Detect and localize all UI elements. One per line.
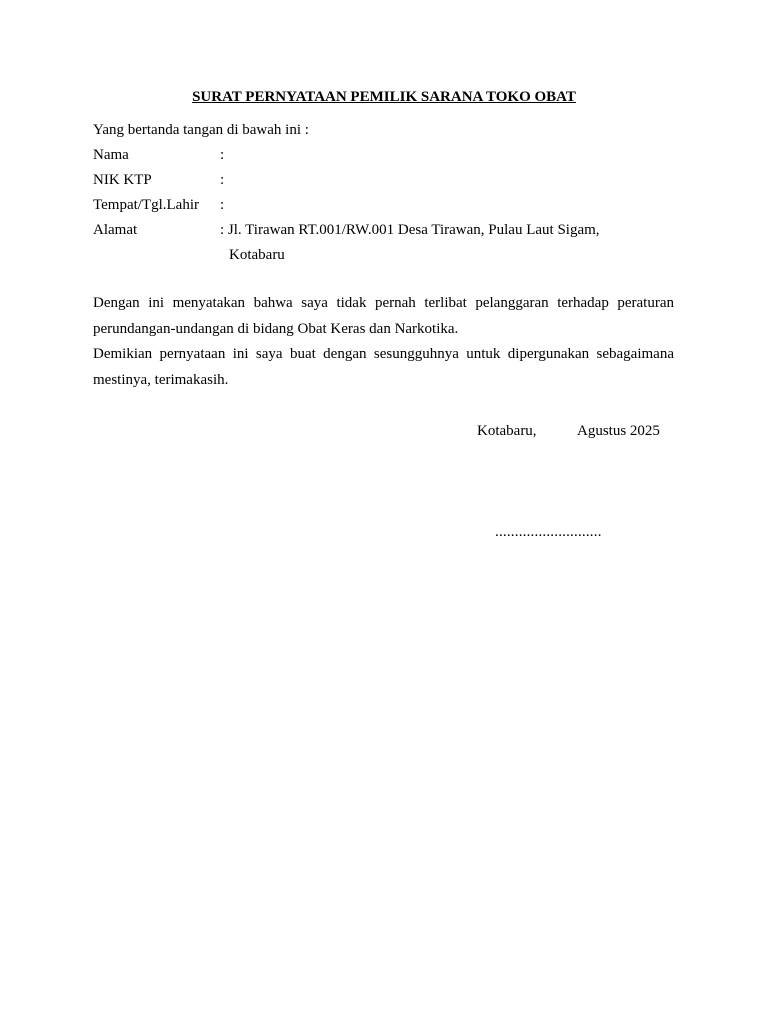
signature-placeholder: ........................... bbox=[495, 524, 602, 540]
field-label-nama: Nama bbox=[93, 147, 129, 163]
field-value-alamat-cont: Kotabaru bbox=[229, 247, 285, 263]
field-colon-nik bbox=[220, 171, 224, 189]
field-colon: : bbox=[220, 197, 225, 213]
field-colon-nama bbox=[220, 146, 224, 164]
field-colon-alamat bbox=[220, 221, 600, 239]
field-value-alamat: Jl. Tirawan RT.001/RW.001 Desa Tirawan, Pulau Laut Sigam, bbox=[227, 222, 600, 238]
field-colon-ttl bbox=[220, 196, 224, 214]
field-label-alamat: Alamat bbox=[93, 222, 138, 238]
field-label-nik: NIK KTP bbox=[93, 172, 152, 188]
field-label-ttl: Tempat/Tgl.Lahir bbox=[93, 197, 199, 213]
signing-place: Kotabaru, bbox=[477, 423, 537, 439]
field-colon: : bbox=[220, 222, 225, 238]
document-title: SURAT PERNYATAAN PEMILIK SARANA TOKO OBAT bbox=[192, 89, 576, 105]
intro-text: Yang bertanda tangan di bawah ini : bbox=[93, 122, 309, 138]
signing-date: Agustus 2025 bbox=[577, 423, 660, 439]
field-colon: : bbox=[220, 147, 225, 163]
statement-paragraph: Dengan ini menyatakan bahwa saya tidak pernah terlibat pelanggaran terhadap peraturan perundangan-undangan di bidang Obat Keras dan Narkotika. bbox=[93, 295, 674, 337]
field-colon: : bbox=[220, 172, 225, 188]
closing-paragraph: Demikian pernyataan ini saya buat dengan sesungguhnya untuk dipergunakan sebagaimana mestinya, terimakasih. bbox=[93, 346, 674, 388]
